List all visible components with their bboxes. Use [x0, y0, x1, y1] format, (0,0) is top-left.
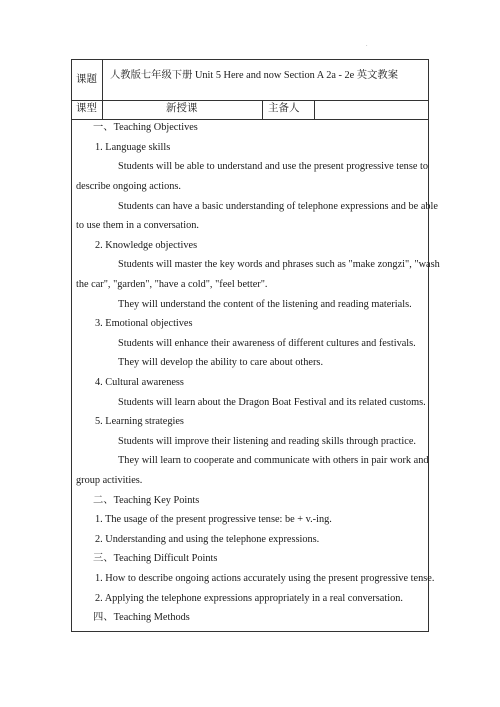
section-heading-teaching-methods: 四、Teaching Methods [93, 612, 190, 623]
type-row-divider-2 [262, 100, 263, 119]
text-line: They will understand the content of the listening and reading materials. [118, 299, 412, 310]
type-row-divider-1 [102, 100, 103, 119]
text-line: 2. Applying the telephone expressions appropriately in a real conversation. [95, 593, 403, 604]
topic-row [72, 60, 428, 101]
text-line: 1. The usage of the present progressive tense: be + v.-ing. [95, 514, 332, 525]
subheading-knowledge-objectives: 2. Knowledge objectives [95, 240, 198, 251]
text-line: Students will enhance their awareness of different cultures and festivals. [118, 338, 416, 349]
text-line: Students will improve their listening and reading skills through practice. [118, 436, 416, 447]
type-row [72, 100, 428, 120]
text-line: group activities. [76, 475, 143, 486]
lesson-plan-table [71, 59, 440, 632]
type-value: 新授课 [166, 103, 198, 114]
text-line: describe ongoing actions. [76, 181, 181, 192]
topic-label: 课题 [76, 74, 97, 85]
subheading-emotional-objectives: 3. Emotional objectives [95, 318, 193, 329]
text-line: 2. Understanding and using the telephone expressions. [95, 534, 320, 545]
section-heading-difficult-points: 三、Teaching Difficult Points [93, 553, 218, 564]
subheading-learning-strategies: 5. Learning strategies [95, 416, 184, 427]
type-row-divider-3 [314, 100, 315, 119]
subheading-language-skills: 1. Language skills [95, 142, 171, 153]
type-label: 课型 [76, 103, 97, 114]
text-line: the car", "garden", "have a cold", "feel better". [76, 279, 268, 290]
text-line: They will learn to cooperate and communicate with others in pair work and [118, 455, 429, 466]
text-line: Students will learn about the Dragon Boat Festival and its related customs. [118, 397, 426, 408]
topic-value: 人教版七年级下册 Unit 5 Here and now Section A 2a - 2e 英文教案 [110, 70, 398, 81]
topic-row-divider [102, 60, 103, 100]
text-line: They will develop the ability to care about others. [118, 357, 324, 368]
text-line: Students will master the key words and phrases such as "make zongzi", "wash [118, 259, 440, 270]
text-line: Students can have a basic understanding of telephone expressions and be able [118, 201, 438, 212]
text-line: Students will be able to understand and use the present progressive tense to [118, 161, 428, 172]
text-line: to use them in a conversation. [76, 220, 199, 231]
section-heading-key-points: 二、Teaching Key Points [93, 495, 200, 506]
preparer-label: 主备人 [268, 103, 300, 114]
section-heading-objectives: 一、Teaching Objectives [93, 122, 198, 133]
page-dot-mark: . [366, 42, 368, 48]
subheading-cultural-awareness: 4. Cultural awareness [95, 377, 184, 388]
text-line: 1. How to describe ongoing actions accurately using the present progressive tense. [95, 573, 435, 584]
